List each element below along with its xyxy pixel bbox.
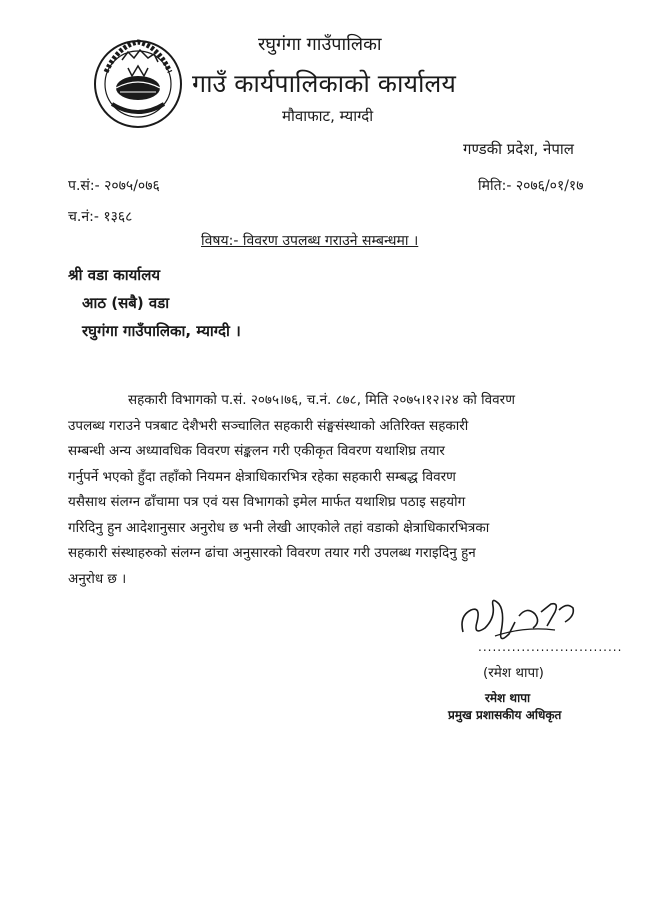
- nepal-emblem-icon: [92, 38, 184, 130]
- province-name: गण्डकी प्रदेश, नेपाल: [463, 140, 574, 158]
- body-line: गर्नुपर्ने भएको हुँदा तहाँको नियमन क्षेत्राधिकारभित्र रहेका सहकारी सम्बद्ध विवरण: [68, 468, 456, 485]
- office-location: मौवाफाट, म्याग्दी: [282, 107, 374, 125]
- municipality-name: रघुगंगा गाउँपालिका: [258, 34, 382, 55]
- stamp-name: रमेश थापा: [485, 691, 531, 705]
- body-line: सहकारी विभागको प.सं. २०७५।७६, च.नं. ८७८, मिति २०७५।१२।२४ को विवरण: [128, 392, 515, 408]
- dispatch-number: च.नं:- १३६८: [68, 209, 133, 225]
- letter-date: मिति:- २०७६/०१/१७: [478, 178, 584, 194]
- body-line: सहकारी संस्थाहरुको संलग्न ढांचा अनुसारको विवरण तयार गरी उपलब्ध गराइदिनु हुन: [68, 545, 476, 561]
- body-line: उपलब्ध गराउने पत्रबाट देशैभरी सञ्चालित सहकारी संङ्घसंस्थाको अतिरिक्त सहकारी: [68, 417, 469, 434]
- recipient-line-1: श्री वडा कार्यालय: [68, 266, 161, 284]
- body-line: यसैसाथ संलग्न ढाँचामा पत्र एवं यस विभागको इमेल मार्फत यथाशिघ्र पठाइ सहयोग: [68, 494, 466, 510]
- recipient-line-2: आठ (सबै) वडा: [82, 294, 170, 312]
- signature-line: ..............................: [478, 640, 623, 654]
- body-line: सम्बन्धी अन्य अध्यावधिक विवरण संङ्कलन गरी एकीकृत विवरण यथाशिघ्र तयार: [68, 443, 445, 459]
- body-line: अनुरोध छ ।: [68, 570, 127, 587]
- body-line: गरिदिनु हुन आदेशानुसार अनुरोध छ भनी लेखी आएकोले तहां वडाको क्षेत्राधिकारभित्रका: [68, 519, 490, 536]
- letter-body: [68, 388, 608, 592]
- office-name: गाउँ कार्यपालिकाको कार्यालय: [192, 69, 456, 98]
- recipient-line-3: रघुगंगा गाउँपालिका, म्याग्दी ।: [82, 322, 241, 340]
- stamp-title: प्रमुख प्रशासकीय अधिकृत: [448, 708, 562, 722]
- signatory-name: (रमेश थापा): [483, 665, 544, 681]
- letter-fiscal-year: प.सं:- २०७५/०७६: [68, 178, 160, 194]
- letter-subject: विषय:- विवरण उपलब्ध गराउने सम्बन्धमा ।: [201, 233, 419, 249]
